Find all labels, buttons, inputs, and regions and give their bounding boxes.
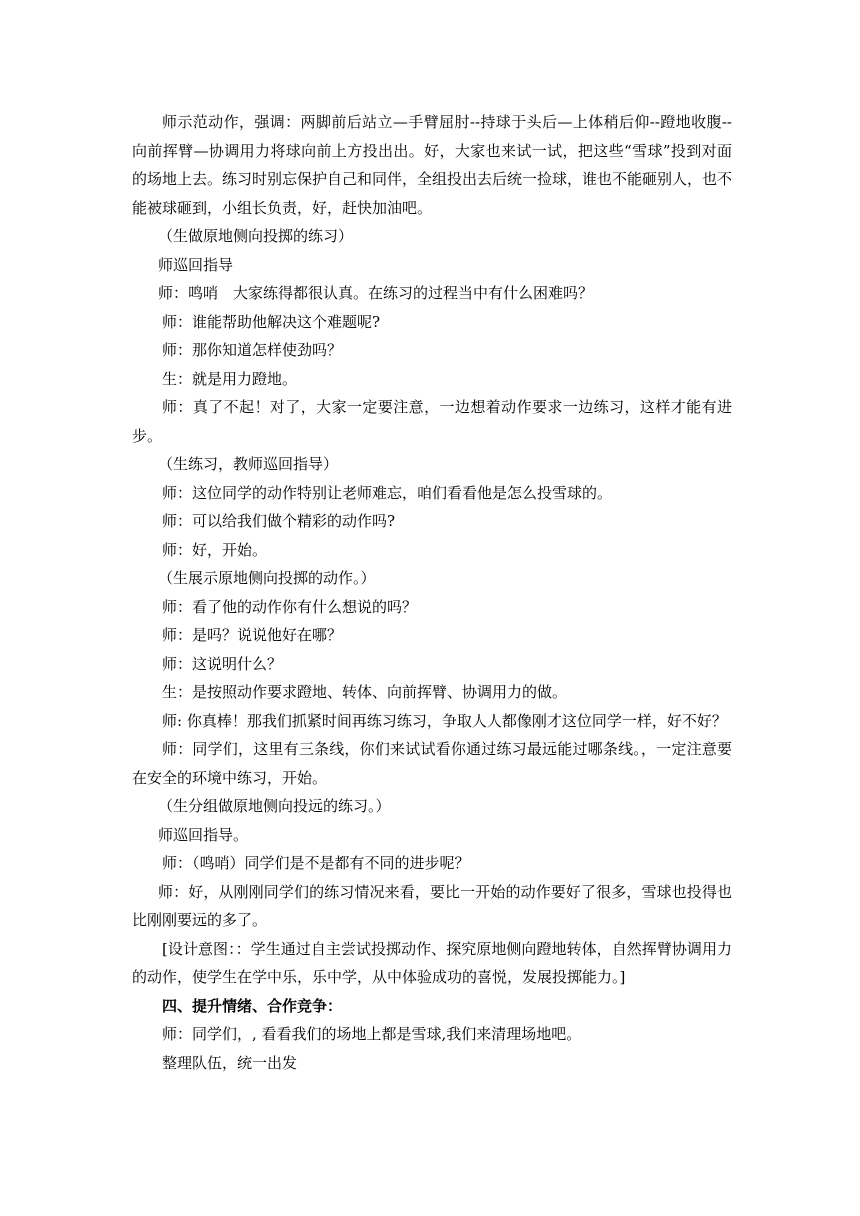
paragraph: 师：谁能帮助他解决这个难题呢?	[162, 312, 381, 331]
paragraph: 师示范动作，强调：两脚前后站立—手臂屈肘--持球于头后—上体稍后仰--蹬地收腹--向前挥臂—协调用力将球向前上方投出出。好，大家也来试一试，把这些“雪球”投到对面的场地上去。练习时别忘保护自己和同伴，全组投出去后统一捡球，谁也不能砸别人，也不能被球砸到，小组长负责，好，赶快加油吧。	[132, 113, 733, 217]
paragraph: 师：（鸣哨）同学们是不是都有不同的进步呢？	[162, 854, 470, 872]
paragraph: 师：真了不起！对了，大家一定要注意，一边想着动作要求一边练习，这样才能有进步。	[132, 398, 732, 445]
paragraph: 师巡回指导。	[158, 825, 249, 844]
paragraph: 师：这说明什么？	[162, 654, 283, 673]
design-intent-paragraph: [设计意图：：学生通过自主尝试投掷动作、探究原地侧向蹬地转体，自然挥臂协调用力的动作，使学生在学中乐，乐中学，从中体验成功的喜悦，发展投掷能力。]	[132, 939, 732, 986]
paragraph: 师：看了他的动作你有什么想说的吗？	[162, 597, 418, 616]
paragraph: 师巡回指导	[158, 255, 234, 274]
paragraph: 师：同学们，这里有三条线，你们来试试看你通过练习最远能过哪条线。，一定注意要在安全的环境中练习，开始。	[132, 740, 732, 787]
paragraph: （生做原地侧向投掷的练习）	[158, 227, 354, 245]
section-heading: 四、提升情绪、合作竞争：	[162, 996, 343, 1015]
paragraph: （生练习，教师巡回指导）	[158, 455, 339, 473]
paragraph: 师：那你知道怎样使劲吗？	[162, 341, 343, 359]
paragraph: 师: 你真棒！那我们抓紧时间再练习练习，争取人人都像刚才这位同学一样，好不好？	[162, 711, 727, 730]
paragraph: （生展示原地侧向投掷的动作。）	[158, 569, 376, 587]
paragraph: 师：同学们，, 看看我们的场地上都是雪球,我们来清理场地吧。	[162, 1025, 582, 1043]
paragraph: 师：这位同学的动作特别让老师难忘，咱们看看他是怎么投雪球的。	[162, 483, 613, 502]
paragraph: （生分组做原地侧向投远的练习。）	[158, 797, 391, 815]
paragraph: 师：可以给我们做个精彩的动作吗?	[162, 512, 396, 530]
paragraph: 生：是按照动作要求蹬地、转体、向前挥臂、协调用力的做。	[162, 683, 568, 701]
paragraph: 师：好，开始。	[162, 540, 268, 559]
paragraph: 师：鸣哨 大家练得都很认真。在练习的过程当中有什么困难吗？	[158, 284, 594, 302]
paragraph: 整理队伍，统一出发	[162, 1053, 298, 1072]
document-body	[132, 108, 732, 1077]
paragraph: 生：就是用力蹬地。	[162, 369, 298, 388]
paragraph: 师：是吗？说说他好在哪？	[162, 626, 343, 644]
paragraph: 师：好，从刚刚同学们的练习情况来看，要比一开始的动作要好了很多，雪球也投得也比刚刚要远的多了。	[132, 882, 732, 929]
